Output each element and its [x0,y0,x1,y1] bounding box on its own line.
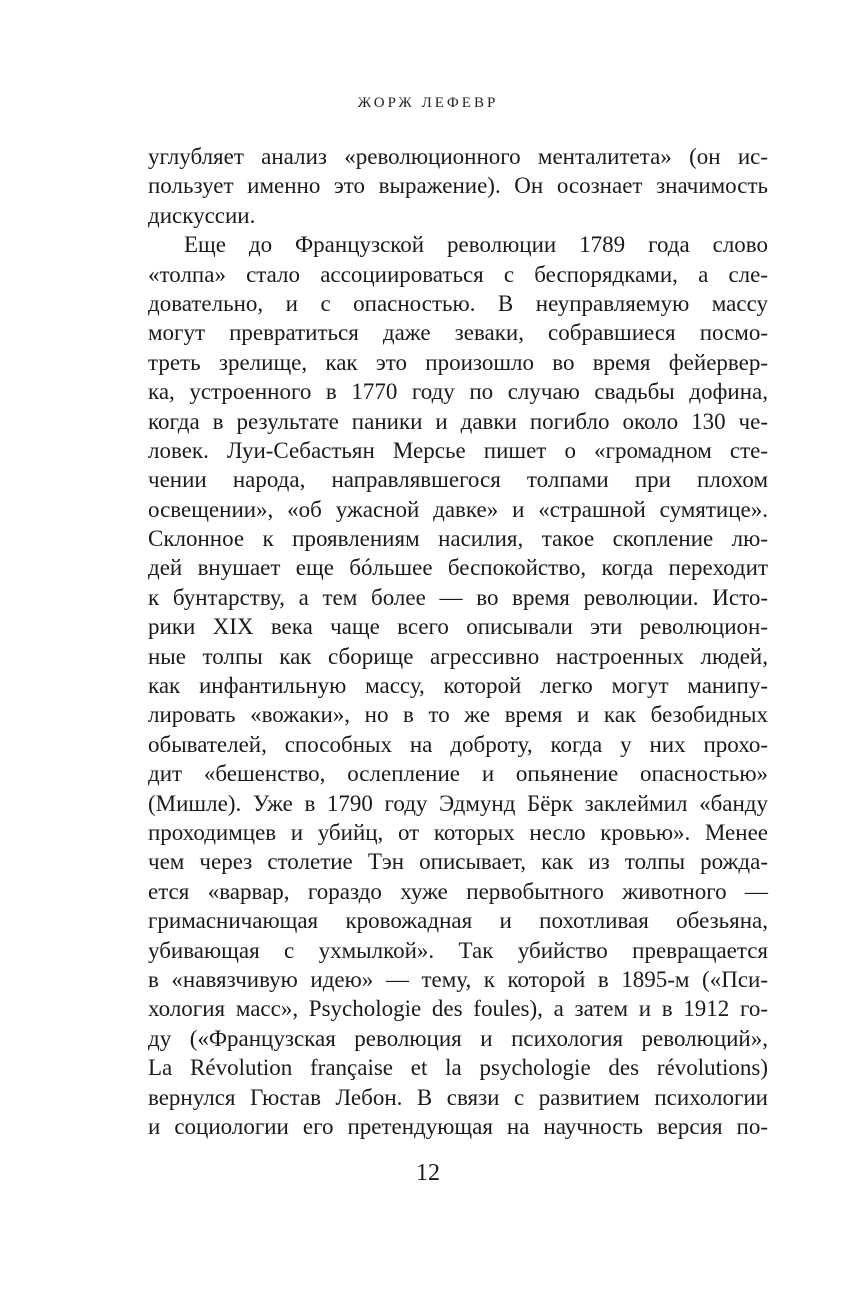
text-line: как инфантильную массу, которой легко могут манипу- [148,673,768,699]
running-header: ЖОРЖ ЛЕФЕВР [357,95,499,111]
text-line: углубляет анализ «революционного менталитета» (он ис- [148,144,768,169]
text-line: когда в результате паники и давки погибло около 130 че- [148,408,768,434]
text-line: лировать «вожаки», но в то же время и как безобидных [148,702,768,728]
body-text [148,142,768,1141]
text-line: треть зрелище, как это произошло во время фейервер- [148,349,768,375]
text-line: (Мишле). Уже в 1790 году Эдмунд Бёрк заклеймил «банду [148,790,768,816]
text-line: к бунтарству, а тем более — во время революции. Исто- [148,584,768,610]
text-line: ду («Французская революция и психология революций», [148,1025,768,1051]
paragraph-first-line: Еще до Французской революции 1789 года слово [184,232,768,258]
text-line: ные толпы как сборище агрессивно настроенных людей, [148,643,768,669]
text-line: обывателей, способных на доброту, когда у них прохо- [148,731,768,757]
text-line: хология масс», Psychologie des foules), а затем и в 1912 го- [148,996,768,1022]
text-line: дей внушает еще бóльшее беспокойство, когда переходит [148,555,768,581]
text-line: довательно, и с опасностью. В неуправляемую массу [148,290,768,316]
text-line: пользует именно это выражение). Он осознает значимость [148,173,768,199]
text-line: вернулся Гюстав Лебон. В связи с развитием психологии [148,1084,768,1110]
text-line: убивающая с ухмылкой». Так убийство превращается [148,937,768,963]
text-line: Склонное к проявлениям насилия, такое скопление лю- [148,526,768,552]
text-line: и социологии его претендующая на научность версия по- [148,1113,768,1139]
text-line: чении народа, направлявшегося толпами при плохом [148,467,768,493]
text-line: проходимцев и убийц, от которых несло кровью». Менее [148,819,768,845]
text-line: дит «бешенство, ослепление и опьянение опасностью» [148,761,768,787]
text-line: «толпа» стало ассоциироваться с беспорядками, а сле- [148,261,768,287]
text-line: ка, устроенного в 1770 году по случаю свадьбы дофина, [148,379,768,405]
text-line: ется «варвар, гораздо хуже первобытного животного — [148,878,768,904]
text-line: освещении», «об ужасной давке» и «страшной сумятице». [148,496,768,522]
text-line: могут превратиться даже зеваки, собравшиеся посмо- [148,320,768,346]
text-line: в «навязчивую идею» — тему, к которой в 1895-м («Пси- [148,966,768,992]
text-line: гримасничающая кровожадная и похотливая обезьяна, [148,908,768,934]
text-line: ловек. Луи-Себастьян Мерсье пишет о «громадном сте- [148,437,768,463]
text-line: рики XIX века чаще всего описывали эти революцион- [148,614,768,640]
text-line: чем через столетие Тэн описывает, как из толпы рожда- [148,849,768,875]
page-number: 12 [416,1160,440,1186]
text-line: дискуссии. [148,202,256,228]
text-line: La Révolution française et la psychologie des révolutions) [148,1055,768,1081]
